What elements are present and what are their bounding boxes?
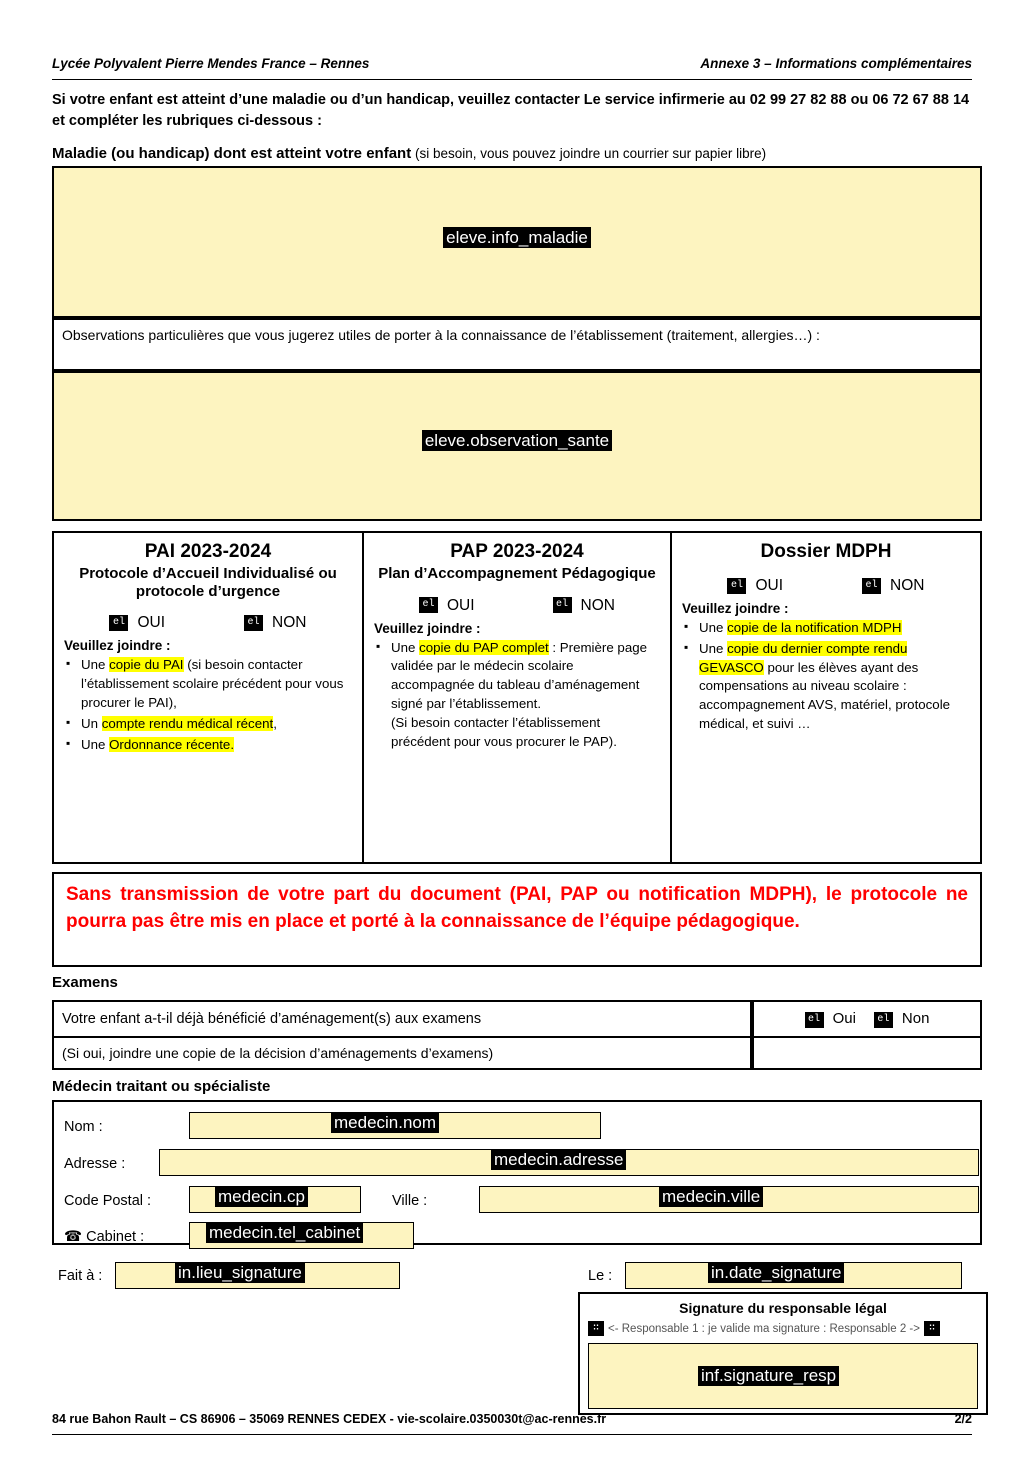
column-pap xyxy=(362,533,670,862)
le-label: Le : xyxy=(588,1268,613,1284)
mdph-joindre-label: Veuillez joindre : xyxy=(682,600,789,616)
examens-note-cell xyxy=(52,1036,752,1070)
pai-oui-checkbox[interactable]: el xyxy=(109,615,128,631)
pai-non-checkbox[interactable]: el xyxy=(244,615,263,631)
examens-oui-label: Oui xyxy=(832,1010,856,1028)
signature-box-title: Signature du responsable légal xyxy=(679,1300,887,1316)
fait-a-label: Fait à : xyxy=(58,1268,103,1284)
pap-choices xyxy=(380,597,654,615)
medecin-nom-label: Nom : xyxy=(64,1119,103,1135)
list-item: ▪ Une copie du dernier compte rendu GEVASCO pour les élèves ayant des compensations au niveau scolaire : accompagnement AVS, matériel, protocole médical, et suivi … xyxy=(699,640,970,734)
examens-answer-cell xyxy=(752,1000,982,1038)
medecin-tel-label: Cabinet : xyxy=(86,1229,145,1245)
examens-non-checkbox[interactable]: el xyxy=(874,1012,893,1028)
medecin-ville-field-tag: medecin.ville xyxy=(659,1187,763,1207)
pai-list xyxy=(64,656,352,754)
signature-box-note: <- Responsable 1 : je valide ma signature : Responsable 2 -> xyxy=(608,1322,920,1335)
medecin-cp-field-tag: medecin.cp xyxy=(215,1187,308,1207)
mdph-oui-checkbox[interactable]: el xyxy=(727,578,746,594)
signature-resp2-checkbox[interactable]: ∷ xyxy=(924,1321,940,1336)
list-item: ▪ Une copie de la notification MDPH xyxy=(699,619,970,638)
mdph-title: Dossier MDPH xyxy=(760,541,892,562)
medecin-title: Médecin traitant ou spécialiste xyxy=(52,1078,271,1095)
footer-divider xyxy=(52,1434,972,1435)
pap-non-label: NON xyxy=(580,596,615,614)
observations-field-tag: eleve.observation_sante xyxy=(422,430,612,451)
page-footer xyxy=(52,1412,972,1426)
signature-field-tag: inf.signature_resp xyxy=(698,1366,839,1386)
dispositifs-table xyxy=(52,531,982,864)
medecin-cp-label: Code Postal : xyxy=(64,1193,152,1209)
footer-left: 84 rue Bahon Rault – CS 86906 – 35069 RENNES CEDEX - vie-scolaire.0350030t@ac-rennes.fr xyxy=(52,1412,607,1426)
maladie-title-sub: (si besoin, vous pouvez joindre un courrier sur papier libre) xyxy=(411,146,767,161)
pai-oui-option[interactable] xyxy=(109,614,165,632)
mdph-list xyxy=(682,619,970,734)
le-field-tag: in.date_signature xyxy=(708,1263,844,1283)
mdph-oui-label: OUI xyxy=(755,576,784,594)
pai-subtitle: Protocole d’Accueil Individualisé ou protocole d’urgence xyxy=(79,564,337,600)
column-mdph xyxy=(670,533,980,862)
medecin-adresse-label: Adresse : xyxy=(64,1156,126,1172)
signature-box xyxy=(578,1292,988,1415)
maladie-section-title xyxy=(52,145,766,162)
pap-non-checkbox[interactable]: el xyxy=(553,597,572,613)
list-item: ▪ Une copie du PAI (si besoin contacter l’établissement scolaire précédent pour vous procurer le PAI), xyxy=(81,656,352,713)
observations-label: Observations particulières que vous jugerez utiles de porter à la connaissance de l’établissement (traitement, allergies…) : xyxy=(62,327,820,343)
medecin-ville-label: Ville : xyxy=(392,1193,428,1209)
fait-a-field-tag: in.lieu_signature xyxy=(175,1263,305,1283)
mdph-non-label: NON xyxy=(890,576,925,594)
page-header xyxy=(52,56,972,71)
pap-non-option[interactable] xyxy=(553,597,615,615)
mdph-non-option[interactable] xyxy=(862,577,924,595)
list-item: ▪ Une copie du PAP complet : Première page validée par le médecin scolaire accompagnée du tableau d’aménagement signé par l’établissement. (Si besoin contacter l’établissement précédent pour vous procurer le PAP). xyxy=(391,639,660,752)
examens-non-label: Non xyxy=(901,1010,930,1028)
mdph-non-checkbox[interactable]: el xyxy=(862,578,881,594)
header-right: Annexe 3 – Informations complémentaires xyxy=(700,56,972,71)
observations-label-box xyxy=(52,318,982,371)
observations-textarea[interactable] xyxy=(52,371,982,521)
warning-box: Sans transmission de votre part du document (PAI, PAP ou notification MDPH), le protocole ne pourra pas être mis en place et porté à la connaissance de l’équipe pédagogique. xyxy=(52,872,982,967)
maladie-textarea[interactable] xyxy=(52,166,982,318)
pap-joindre-label: Veuillez joindre : xyxy=(374,620,481,636)
pap-title: PAP 2023-2024 xyxy=(450,541,584,562)
examens-question: Votre enfant a-t-il déjà bénéficié d’aménagement(s) aux examens xyxy=(62,1011,482,1027)
header-divider xyxy=(52,79,972,80)
examens-question-cell xyxy=(52,1000,752,1038)
medecin-box xyxy=(52,1100,982,1245)
examens-note: (Si oui, joindre une copie de la décision d’aménagements d’examens) xyxy=(62,1045,494,1061)
header-left: Lycée Polyvalent Pierre Mendes France – Rennes xyxy=(52,56,370,71)
examens-non-option[interactable] xyxy=(874,1010,930,1027)
maladie-title: Maladie (ou handicap) dont est atteint votre enfant xyxy=(52,145,412,162)
pai-joindre-label: Veuillez joindre : xyxy=(64,638,171,654)
pap-oui-option[interactable] xyxy=(419,597,475,615)
list-item: ▪ Un compte rendu médical récent, xyxy=(81,715,352,734)
list-item: ▪ Une Ordonnance récente. xyxy=(81,736,352,755)
medecin-nom-field-tag: medecin.nom xyxy=(331,1113,439,1133)
mdph-oui-option[interactable] xyxy=(727,577,783,595)
signature-resp1-checkbox[interactable]: ∷ xyxy=(588,1321,604,1336)
medecin-tel-row xyxy=(64,1229,144,1245)
pap-oui-checkbox[interactable]: el xyxy=(419,597,438,613)
mdph-choices xyxy=(688,577,964,595)
pai-non-option[interactable] xyxy=(244,614,306,632)
examens-title: Examens xyxy=(52,974,118,991)
pai-oui-label: OUI xyxy=(137,614,166,632)
column-pai xyxy=(54,533,362,862)
pap-list xyxy=(374,639,660,752)
pai-title: PAI 2023-2024 xyxy=(144,541,272,562)
phone-icon: ☎ xyxy=(64,1229,83,1245)
intro-text: Si votre enfant est atteint d’une maladie ou d’un handicap, veuillez contacter Le service infirmerie au 02 99 27 82 88 ou 06 72 67 88 14 et compléter les rubriques ci-dessous : xyxy=(52,92,970,130)
medecin-adresse-field-tag: medecin.adresse xyxy=(491,1150,626,1170)
examens-oui-option[interactable] xyxy=(805,1010,856,1027)
pai-choices xyxy=(70,614,346,632)
maladie-field-tag: eleve.info_maladie xyxy=(443,227,591,248)
examens-note-answer-cell xyxy=(752,1036,982,1070)
medecin-tel-field-tag: medecin.tel_cabinet xyxy=(206,1223,363,1243)
examens-oui-checkbox[interactable]: el xyxy=(805,1012,824,1028)
pap-oui-label: OUI xyxy=(446,596,475,614)
footer-right: 2/2 xyxy=(954,1412,972,1426)
pap-subtitle: Plan d’Accompagnement Pédagogique xyxy=(378,564,656,582)
pai-non-label: NON xyxy=(272,614,307,632)
